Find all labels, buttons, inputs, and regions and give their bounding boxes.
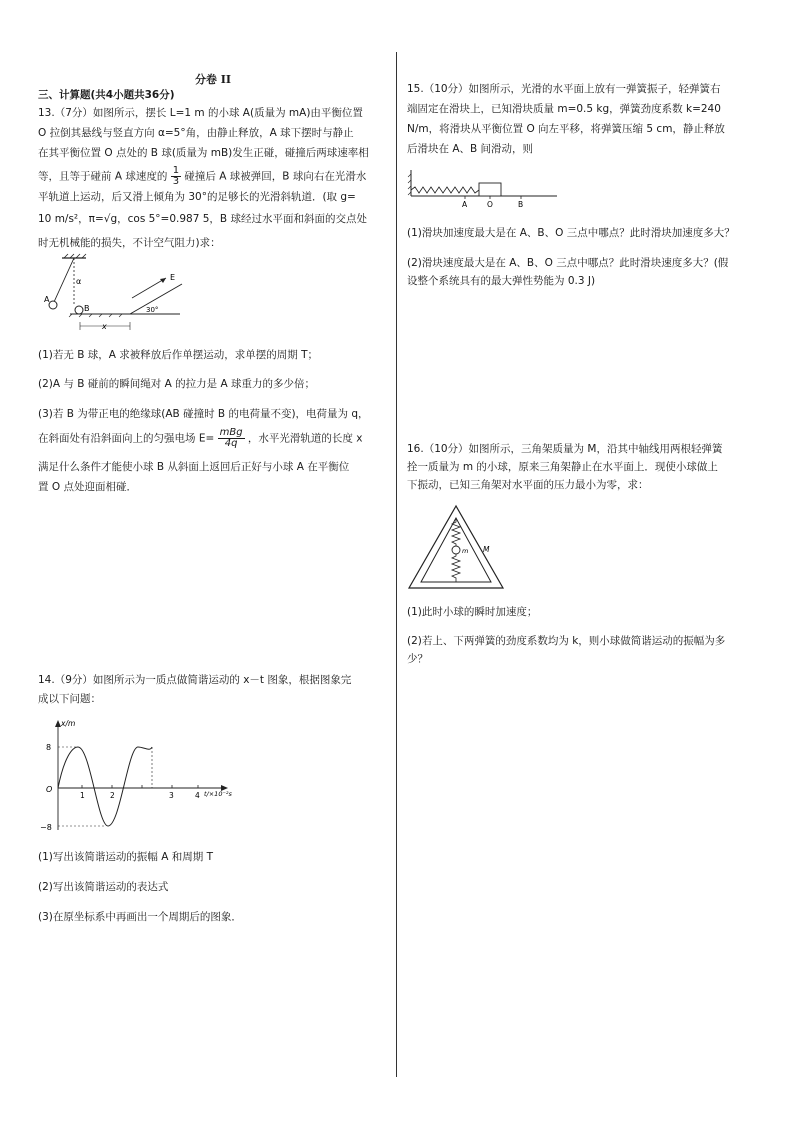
q15-fig-b-label: B xyxy=(518,200,524,209)
q13-frac-num: 1 xyxy=(172,165,180,176)
q16-sub1: (1)此时小球的瞬时加速度； xyxy=(407,606,538,618)
q13-fraction xyxy=(171,166,181,187)
q15-sub2-line1: (2)滑块速度最大是在 A、B、O 三点中哪点？此时滑块速度多大？(假 xyxy=(407,257,729,269)
q13-sub3-fraction xyxy=(218,428,245,449)
q14-sub2: (2)写出该简谐运动的表达式 xyxy=(38,881,169,893)
q13-sub3-line3: 满足什么条件才能使小球 B 从斜面上返回后正好与小球 A 在平衡位 xyxy=(38,461,350,473)
q14-line-1: 14.（9分）如图所示为一质点做简谐运动的 x－t 图象，根据图象完 xyxy=(38,674,352,686)
q13-sub3-line4: 置 O 点处迎面相碰． xyxy=(38,481,137,493)
q13-fig-x-label: x xyxy=(102,322,107,331)
q15-line-3: N/m，将滑块从平衡位置 O 向左平移，将弹簧压缩 5 cm，静止释放 xyxy=(407,123,725,135)
q13-fig-b-label: B xyxy=(84,304,90,313)
q14-tick-4: 4 xyxy=(195,791,200,800)
q14-y-bottom: −8 xyxy=(40,823,52,832)
q14-ylabel: x/m xyxy=(61,719,76,728)
q13-fig-alpha: α xyxy=(76,277,82,286)
q15-line-1: 15.（10分）如图所示，光滑的水平面上放有一弹簧振子，轻弹簧右 xyxy=(407,83,721,95)
q14-y-top: 8 xyxy=(46,743,52,752)
q14-xlabel: t/×10⁻²s xyxy=(204,790,232,798)
q16-sub2-line2: 少？ xyxy=(407,653,428,665)
q15-fig-a-label: A xyxy=(462,200,468,209)
q13-sub1: (1)若无 B 球，A 求被释放后作单摆运动，求单摆的周期 T； xyxy=(38,349,319,361)
q13-line-4 xyxy=(38,166,366,187)
q13-line-1: 13.（7分）如图所示，摆长 L=1 m 的小球 A(质量为 mA)由平衡位置 xyxy=(38,107,363,119)
q14-tick-2: 2 xyxy=(110,791,115,800)
q13-sub2: (2)A 与 B 碰前的瞬间绳对 A 的拉力是 A 球重力的多少倍； xyxy=(38,378,315,390)
q13-line-4-text: 等，且等于碰前 A 球速度的 xyxy=(38,170,168,183)
section-title: 分卷 II xyxy=(194,73,232,86)
q13-sub3-line2 xyxy=(38,428,362,449)
q15-line-4: 后滑块在 A、B 间滑动，则 xyxy=(407,143,534,155)
q15-fig-o-label: O xyxy=(487,200,493,209)
q14-tick-3: 3 xyxy=(169,791,174,800)
q13-frac-den: 3 xyxy=(172,176,180,187)
q13-line-6: 10 m/s²，π=√g，cos 5°=0.987 5，B 球经过水平面和斜面的交点处 xyxy=(38,213,367,225)
q14-origin: O xyxy=(46,785,53,794)
q13-sub3-frac-den: 4q xyxy=(224,438,238,449)
q15-figure xyxy=(407,168,559,208)
q16-fig-m-label: m xyxy=(462,547,469,555)
q13-fig-a-label: A xyxy=(44,295,50,304)
q14-graph xyxy=(38,716,232,834)
q16-figure xyxy=(407,504,505,592)
q15-sub1: (1)滑块加速度最大是在 A、B、O 三点中哪点？此时滑块加速度多大？ xyxy=(407,227,735,239)
q13-figure xyxy=(42,256,192,336)
q13-sub3-line1: (3)若 B 为带正电的绝缘球(AB 碰撞时 B 的电荷量不变)，电荷量为 q， xyxy=(38,408,369,420)
q13-line-2: O 拉倒其悬线与竖直方向 α=5°角，由静止释放，A 球下摆时与静止 xyxy=(38,127,354,139)
q13-line-5: 平轨道上运动，后又滑上倾角为 30°的足够长的光滑斜轨道．(取 g= xyxy=(38,191,356,203)
q14-tick-1: 1 xyxy=(80,791,85,800)
q16-sub2-line1: (2)若上、下两弹簧的劲度系数均为 k，则小球做简谐运动的振幅为多 xyxy=(407,635,726,647)
column-divider xyxy=(396,52,397,1077)
q13-sub3-line2b: ，水平光滑轨道的长度 x xyxy=(247,432,363,445)
q16-fig-big-m-label: M xyxy=(483,545,490,554)
q13-fig-angle: 30° xyxy=(146,306,159,314)
q14-sub3: (3)在原坐标系中再画出一个周期后的图象． xyxy=(38,911,242,923)
q13-sub3-line2a: 在斜面处有沿斜面向上的匀强电场 E= xyxy=(38,432,215,445)
q13-line-4-rest: 碰撞后 A 球被弹回，B 球向右在光滑水 xyxy=(184,170,367,183)
q13-line-3: 在其平衡位置 O 点处的 B 球(质量为 mB)发生正碰，碰撞后两球速率相 xyxy=(38,147,369,159)
q13-sub3-frac-num: mBg xyxy=(219,427,243,438)
q13-line-7: 时无机械能的损失，不计空气阻力)求： xyxy=(38,237,221,249)
q14-line-2: 成以下问题： xyxy=(38,693,101,705)
section-heading: 三、计算题(共4小题共36分) xyxy=(38,89,175,101)
q15-sub2-line2: 设整个系统具有的最大弹性势能为 0.3 J) xyxy=(407,275,596,287)
q14-sub1: (1)写出该简谐运动的振幅 A 和周期 T xyxy=(38,851,213,863)
q15-line-2: 端固定在滑块上，已知滑块质量 m=0.5 kg，弹簧劲度系数 k=240 xyxy=(407,103,721,115)
q13-fig-e-label: E xyxy=(170,273,176,282)
q16-line-2: 拴一质量为 m 的小球，原来三角架静止在水平面上．现使小球做上 xyxy=(407,461,718,473)
q16-line-1: 16.（10分）如图所示，三角架质量为 M，沿其中轴线用两根轻弹簧 xyxy=(407,443,723,455)
q16-line-3: 下振动，已知三角架对水平面的压力最小为零，求： xyxy=(407,479,649,491)
